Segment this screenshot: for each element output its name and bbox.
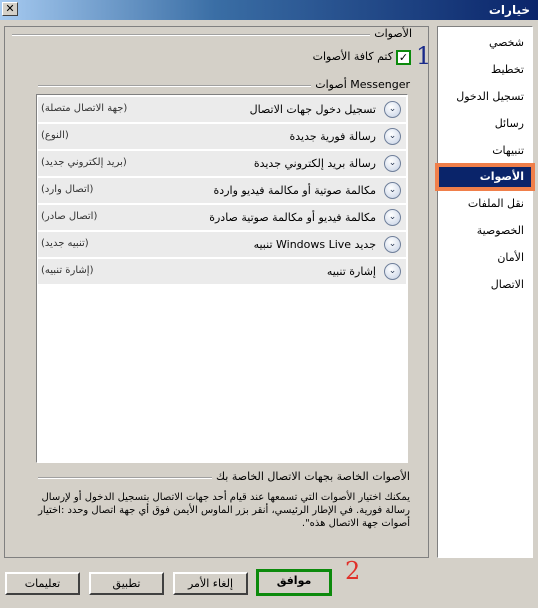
sound-event-label: تنبيه Windows Live جديد — [253, 238, 376, 251]
sound-event-label: رسالة بريد إلكتروني جديدة — [253, 157, 376, 170]
mute-all-label: كتم كافة الأصوات — [312, 50, 393, 63]
sidebar-item-alerts[interactable]: تنبيهات — [492, 144, 524, 157]
sound-row-incoming-call[interactable] — [38, 178, 406, 204]
sound-row-nudge[interactable] — [38, 259, 406, 285]
sounds-group-title: الأصوات — [370, 27, 416, 40]
close-button[interactable]: ✕ — [2, 2, 18, 16]
sound-row-new-alert[interactable] — [38, 232, 406, 258]
sidebar-item-layout[interactable]: تخطيط — [491, 63, 524, 76]
sidebar-item-personal[interactable]: شخصي — [488, 36, 524, 49]
chevron-down-icon[interactable]: ⌄ — [384, 182, 401, 199]
sound-event-label: تسجيل دخول جهات الاتصال — [249, 103, 376, 116]
sound-file-label: (النوع) — [41, 130, 69, 141]
sound-row-contact-signin[interactable] — [38, 97, 406, 123]
sidebar-item-messages[interactable]: رسائل — [494, 117, 524, 130]
sounds-group-divider — [12, 34, 372, 36]
options-sidebar — [437, 26, 533, 558]
sound-file-label: (تنبيه جديد) — [41, 238, 89, 249]
messenger-sounds-list[interactable] — [36, 94, 408, 463]
sound-file-label: (اتصال صادر) — [41, 211, 98, 222]
sidebar-item-sounds[interactable]: الأصوات — [439, 167, 531, 187]
sound-row-new-email[interactable] — [38, 151, 406, 177]
title-bar — [0, 0, 538, 20]
chevron-down-icon[interactable]: ⌄ — [384, 101, 401, 118]
annotation-1: 1 — [416, 42, 432, 70]
chevron-down-icon[interactable]: ⌄ — [384, 209, 401, 226]
sound-file-label: (إشارة تنبيه) — [41, 265, 94, 276]
sound-file-label: (جهة الاتصال متصلة) — [41, 103, 128, 114]
ok-button[interactable]: موافق — [256, 569, 332, 596]
sound-event-label: رسالة فورية جديدة — [289, 130, 376, 143]
sound-event-label: إشارة تنبيه — [326, 265, 376, 278]
chevron-down-icon[interactable]: ⌄ — [384, 263, 401, 280]
sound-row-outgoing-call[interactable] — [38, 205, 406, 231]
chevron-down-icon[interactable]: ⌄ — [384, 236, 401, 253]
sidebar-item-security[interactable]: الأمان — [497, 251, 524, 264]
chevron-down-icon[interactable]: ⌄ — [384, 128, 401, 145]
sidebar-item-sign-in[interactable]: تسجيل الدخول — [456, 90, 524, 103]
sound-event-label: مكالمة صوتية أو مكالمة فيديو واردة — [213, 184, 376, 197]
sound-row-new-im[interactable] — [38, 124, 406, 150]
annotation-2: 2 — [345, 557, 361, 585]
help-button[interactable]: تعليمات — [5, 572, 80, 595]
cancel-button[interactable]: إلغاء الأمر — [173, 572, 248, 595]
sidebar-item-connection[interactable]: الاتصال — [490, 278, 524, 291]
apply-button[interactable]: تطبيق — [89, 572, 164, 595]
mute-all-checkbox[interactable]: ✓ — [396, 50, 411, 65]
sound-file-label: (اتصال وارد) — [41, 184, 94, 195]
sound-file-label: (بريد إلكتروني جديد) — [41, 157, 127, 168]
contact-sounds-description: يمكنك اختيار الأصوات التي تسمعها عند قيام أحد جهات الاتصال بتسجيل الدخول أو لإرسال رسالة فورية. في الإطار الرئيسي، أنقر بزر الماوس الأيمن فوق أي جهة اتصال وحدد :اختيار أصوات جهة الاتصال هذه". — [38, 492, 410, 529]
messenger-group-title: أصوات Messenger — [311, 78, 414, 91]
sidebar-item-file-transfer[interactable]: نقل الملفات — [467, 197, 524, 210]
messenger-group-divider — [38, 85, 320, 87]
contact-sounds-title: الأصوات الخاصة بجهات الاتصال الخاصة بك — [212, 470, 414, 483]
chevron-down-icon[interactable]: ⌄ — [384, 155, 401, 172]
window-title: خيارات — [488, 3, 530, 17]
sound-event-label: مكالمة فيديو أو مكالمة صوتية صادرة — [209, 211, 376, 224]
contact-sounds-divider — [38, 477, 220, 479]
sidebar-item-privacy[interactable]: الخصوصية — [476, 224, 524, 237]
